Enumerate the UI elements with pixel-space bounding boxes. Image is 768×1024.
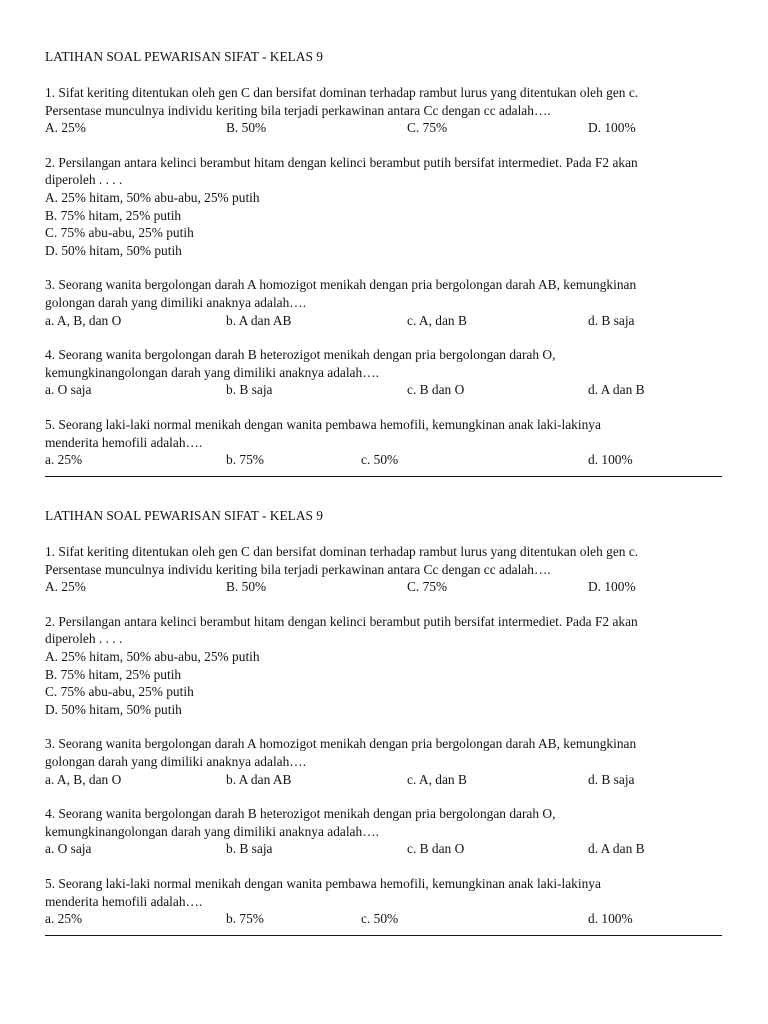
- option-a: a. A, B, dan O: [45, 771, 122, 787]
- question-1: [45, 84, 722, 137]
- option-a: A. 25% hitam, 50% abu-abu, 25% putih: [45, 189, 260, 205]
- option-a: a. 25%: [45, 452, 83, 468]
- question-text-line: 3. Seorang wanita bergolongan darah A homozigot menikah dengan pria bergolongan darah AB, kemungkinan: [45, 736, 637, 752]
- option-d: d. B saja: [588, 312, 635, 328]
- option-a: a. O saja: [45, 841, 92, 857]
- option-a: a. O saja: [45, 382, 92, 398]
- option-d: D. 100%: [588, 120, 636, 136]
- option-c: c. 50%: [361, 911, 399, 927]
- option-c: C. 75% abu-abu, 25% putih: [45, 225, 194, 241]
- option-a: A. 25%: [45, 120, 86, 136]
- option-a: a. A, B, dan O: [45, 312, 122, 328]
- option-d: d. 100%: [588, 911, 633, 927]
- question-2: [45, 154, 722, 260]
- option-d: D. 100%: [588, 579, 636, 595]
- option-b: B. 75% hitam, 25% putih: [45, 666, 182, 682]
- option-c: c. 50%: [361, 452, 399, 468]
- question-text-line: 4. Seorang wanita bergolongan darah B heterozigot menikah dengan pria bergolongan darah O,: [45, 806, 556, 822]
- question-3: [45, 276, 722, 329]
- option-a: a. 25%: [45, 911, 83, 927]
- option-c: c. B dan O: [407, 382, 465, 398]
- worksheet-2: [45, 507, 722, 945]
- option-b: b. 75%: [226, 911, 264, 927]
- worksheet-1: [45, 48, 722, 486]
- answer-options: [45, 578, 722, 596]
- question-text-line: Persentase munculnya individu keriting bila terjadi perkawinan antara Cc dengan cc adalah….: [45, 561, 551, 577]
- answer-options: [45, 771, 722, 789]
- answer-options: [45, 189, 722, 259]
- option-d: d. 100%: [588, 452, 633, 468]
- option-b: b. A dan AB: [226, 771, 292, 787]
- option-b: b. 75%: [226, 452, 264, 468]
- option-c: c. A, dan B: [407, 771, 467, 787]
- option-d: d. A dan B: [588, 382, 645, 398]
- option-c: C. 75% abu-abu, 25% putih: [45, 684, 194, 700]
- question-text-line: 3. Seorang wanita bergolongan darah A homozigot menikah dengan pria bergolongan darah AB, kemungkinan: [45, 277, 637, 293]
- question-text-line: menderita hemofili adalah….: [45, 434, 203, 450]
- option-a: A. 25% hitam, 50% abu-abu, 25% putih: [45, 648, 260, 664]
- option-c: C. 75%: [407, 579, 448, 595]
- question-text-line: diperoleh . . . .: [45, 631, 123, 647]
- question-text-line: 2. Persilangan antara kelinci berambut hitam dengan kelinci berambut putih bersifat intermediet. Pada F2 akan: [45, 154, 638, 170]
- question-text-line: 4. Seorang wanita bergolongan darah B heterozigot menikah dengan pria bergolongan darah O,: [45, 347, 556, 363]
- option-d: d. B saja: [588, 771, 635, 787]
- question-text-line: 1. Sifat keriting ditentukan oleh gen C dan bersifat dominan terhadap rambut lurus yang ditentukan oleh gen c.: [45, 544, 639, 559]
- answer-options: [45, 840, 722, 858]
- answer-options: [45, 381, 722, 399]
- worksheet-title: LATIHAN SOAL PEWARISAN SIFAT - KELAS 9: [45, 508, 323, 523]
- question-4: [45, 805, 722, 858]
- option-c: c. B dan O: [407, 841, 465, 857]
- question-text-line: 1. Sifat keriting ditentukan oleh gen C dan bersifat dominan terhadap rambut lurus yang ditentukan oleh gen c.: [45, 85, 639, 100]
- question-5: [45, 416, 722, 469]
- option-c: C. 75%: [407, 120, 448, 136]
- question-text-line: kemungkinangolongan darah yang dimiliki anaknya adalah….: [45, 364, 379, 380]
- option-b: b. B saja: [226, 382, 273, 398]
- answer-options: [45, 312, 722, 330]
- question-text-line: menderita hemofili adalah….: [45, 893, 203, 909]
- question-text-line: diperoleh . . . .: [45, 172, 123, 188]
- question-3: [45, 735, 722, 788]
- answer-options: [45, 451, 722, 469]
- option-b: B. 50%: [226, 579, 267, 595]
- section-divider: [45, 476, 722, 477]
- option-c: c. A, dan B: [407, 312, 467, 328]
- question-text-line: 5. Seorang laki-laki normal menikah dengan wanita pembawa hemofili, kemungkinan anak laki-lakinya: [45, 875, 601, 891]
- option-b: b. A dan AB: [226, 312, 292, 328]
- question-text-line: Persentase munculnya individu keriting bila terjadi perkawinan antara Cc dengan cc adalah….: [45, 102, 551, 118]
- answer-options: [45, 910, 722, 928]
- answer-options: [45, 119, 722, 137]
- question-text-line: kemungkinangolongan darah yang dimiliki anaknya adalah….: [45, 823, 379, 839]
- question-text-line: golongan darah yang dimiliki anaknya adalah….: [45, 753, 307, 769]
- option-b: B. 50%: [226, 120, 267, 136]
- option-d: D. 50% hitam, 50% putih: [45, 701, 182, 717]
- worksheet-title: LATIHAN SOAL PEWARISAN SIFAT - KELAS 9: [45, 49, 323, 64]
- question-4: [45, 346, 722, 399]
- option-b: B. 75% hitam, 25% putih: [45, 207, 182, 223]
- question-text-line: 5. Seorang laki-laki normal menikah dengan wanita pembawa hemofili, kemungkinan anak laki-lakinya: [45, 416, 601, 432]
- option-d: D. 50% hitam, 50% putih: [45, 242, 182, 258]
- question-text-line: 2. Persilangan antara kelinci berambut hitam dengan kelinci berambut putih bersifat intermediet. Pada F2 akan: [45, 613, 638, 629]
- question-text-line: golongan darah yang dimiliki anaknya adalah….: [45, 294, 307, 310]
- question-5: [45, 875, 722, 928]
- option-a: A. 25%: [45, 579, 86, 595]
- question-2: [45, 613, 722, 719]
- question-1: [45, 543, 722, 596]
- option-d: d. A dan B: [588, 841, 645, 857]
- answer-options: [45, 648, 722, 718]
- option-b: b. B saja: [226, 841, 273, 857]
- section-divider: [45, 935, 722, 936]
